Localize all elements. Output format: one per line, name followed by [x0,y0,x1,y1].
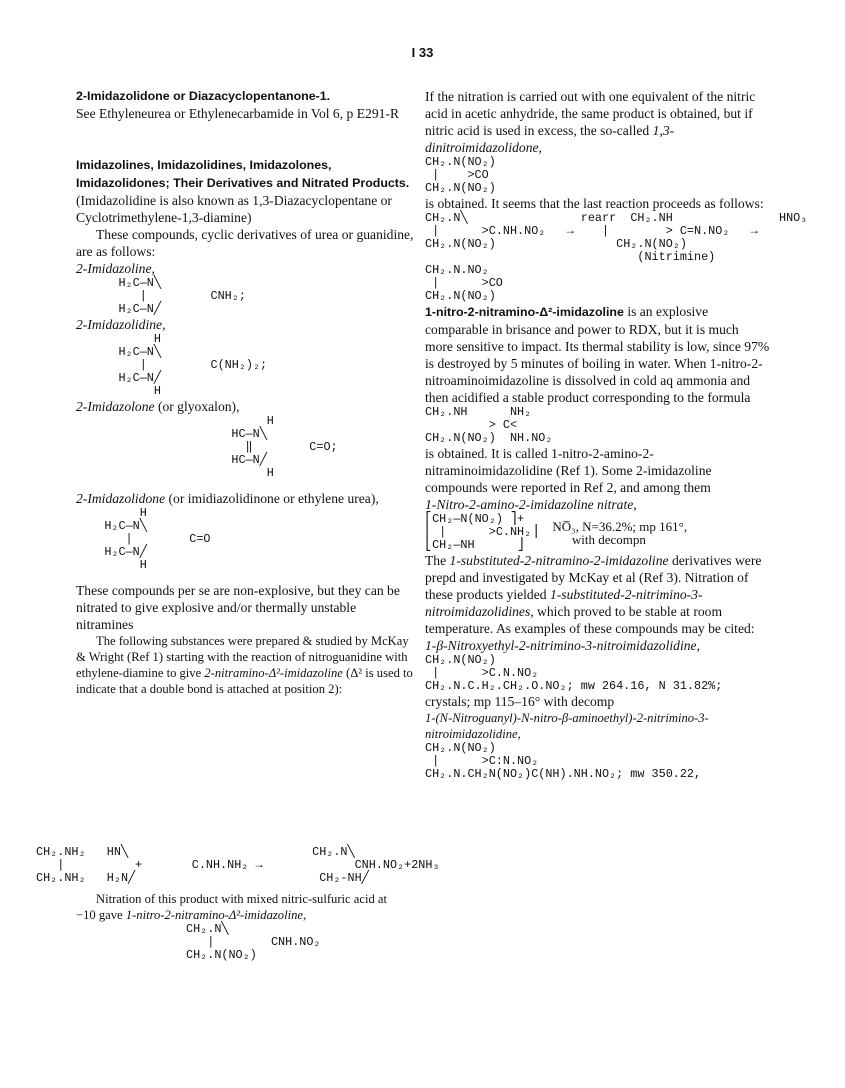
formula-nitroguanyl: CH₂.N(NO₂) | >C:N.NO₂ CH₂.N.CH₂N(NO₂)C(NH).NH.NO₂; mw 350.22, [425,741,702,781]
right-column [425,88,808,781]
nitro-nitramino-name: 1-nitro-2-nitramino-Δ²-imidazoline, [125,908,307,922]
formula-nitro-co: CH₂.N.NO₂ | >CO CH₂.N(NO₂) [425,263,503,303]
formula-imidazolidine: H H₂C—N╲ | C(NH₂)₂; H₂C—N╱ H [118,332,268,398]
nitration-equivalent-text: If the nitration is carried out with one equivalent of the nitric acid in acetic anhydride, the same product is obtained, but if nitric acid is used in excess, the so-called [425,89,756,138]
paragraph-called: is obtained. It is called 1-nitro-2-amino-2-nitraminoimidazolidine (Ref 1). Some 2-imidazoline compounds were reported in Ref 2, and among them [425,446,712,495]
formula-imidazoline: H₂C—N╲ | CNH₂; H₂C—N╱ [118,276,246,316]
label-imidazolone: 2-Imidazolone [76,399,155,414]
label-nitroguanyl: 1-(N-Nitroguanyl)-N-nitro-β-aminoethyl)-2-nitrimino-3-nitroimidazolidine, [425,711,709,741]
formula-rearrangement: CH₂.N╲ rearr CH₂.NH HNO₃ | >C.NH.NO₂ → | > C=N.NO₂ → CH₂.N(NO₂) CH₂.N(NO₂) (Nitrimine) [425,211,808,264]
page-number: I 33 [411,45,434,60]
substituted-text-b: derivatives were prepd and investigated by McKay et al (Ref 3). Nitration of these products yielded [425,553,762,602]
imidazolidone-reference: See Ethyleneurea or Ethylenecarbamide in Vol 6, p E291-R [76,106,400,121]
mckay-wright-text: The following substances were prepared & studied by McKay & Wright (Ref 1) starting with the reaction of nitroguanidine with ethylene-diamine to give [76,634,409,680]
imidazolidone-alias: (or imidiazolidinone or ethylene urea), [168,491,379,506]
nitrate-row [425,513,770,552]
formula-imidazolone: H HC—N╲ ‖ C=O; HC—N╱ H [231,414,338,480]
substituted-name-b: 1-substituted-2-nitrimino-3-nitroimidazolidines, [425,587,703,619]
paragraph-last-reaction: is obtained. It seems that the last reaction proceeds as follows: [425,196,764,211]
label-imidazolidine: 2-Imidazolidine, [76,317,166,332]
paragraph-nitration [76,891,406,923]
formula-nitroxyethyl: CH₂.N(NO₂) | >C.N.NO₂ CH₂.N.C.H₂.CH₂.O.NO₂; mw 264.16, N 31.82%; [425,653,723,693]
formula-stable-product: CH₂.NH NH₂ > C< CH₂.N(NO₂) NH.NO₂ [425,405,553,445]
paragraph-mckay-wright [76,633,416,697]
formula-nitro-nitramino: CH₂.N╲ | CNH.NO₂ CH₂.N(NO₂) [186,922,321,962]
paragraph-nonexplosive: These compounds per se are non-explosive, but they can be nitrated to give explosive and/or thermally unstable nitramines [76,583,400,632]
substituted-name-a: 1-substituted-2-nitramino-2-imidazoline [449,553,669,568]
label-nitrate: 1-Nitro-2-amino-2-imidazoline nitrate, [425,497,637,512]
nitration-text: Nitration of this product with mixed nitric-sulfuric acid at −10 gave [76,892,387,922]
imidazolines-section [76,156,416,226]
formula-nitrate: ⎡CH₂—N(NO₂) ⎤+ ⎢ | >C.NH₂⎥ ⎣CH₂—NH ⎦ [425,512,539,552]
imidazolone-line [76,398,416,415]
left-column [76,88,416,697]
nitroxyethyl-properties: crystals; mp 115–16° with decomp [425,694,615,709]
imidazolone-alias: (or glyoxalon), [157,399,240,414]
formula-dinitroimidazolidone: CH₂.N(NO₂) | >CO CH₂.N(NO₂) [425,155,496,195]
substituted-text-a: The [425,553,447,568]
delta-note: (Δ² is used to indicate that a double bond is attached at position 2): [76,666,413,696]
label-imidazolidone: 2-Imidazolidone [76,491,166,506]
formula-reaction: CH₂.NH₂ HN╲ CH₂.N╲ | + C.NH.NH₂ → CNH.NO₂+2NH₃ CH₂.NH₂ H₂N╱ CH₂-NH╱ [36,845,440,885]
explosive-properties-text: is an explosive comparable in brisance and power to RDX, but it is much more sensitive to impact. Its thermal stability is low, since 97% is destroyed by 5 minutes of boiling in water. When 1-nitro-2-nitroaminoimidazoline is dissolved in cold aq ammonia and then acidified a stable product corresponding to the formula [425,304,770,405]
substituted-text-c: which proved to be stable at room temperature. As examples of these compounds may be cited: [425,604,755,636]
nitramino-imidazoline-name: 2-nitramino-Δ²-imidazoline [204,666,343,680]
label-nitroxyethyl: 1-β-Nitroxyethyl-2-nitrimino-3-nitroimidazolidine, [425,638,700,653]
nitro-nitramino-bold: 1-nitro-2-nitramino-Δ²-imidazoline [425,305,624,319]
heading-imidazolidone: 2-Imidazolidone or Diazacyclopentanone-1. [76,89,331,103]
nitrate-properties: NO̅₃, N=36.2%; mp 161°, with decompn [552,518,688,547]
heading-imidazolines: Imidazolines, Imidazolidines, Imidazolones, Imidazolidones; Their Derivatives and Nitrated Products. [76,158,410,190]
imidazolidone-line [76,490,416,507]
paragraph-explosive [425,303,770,406]
reaction-block [36,845,440,962]
imidazolidine-alias: (Imidazolidine is also known as 1,3-Diazacyclopentane or Cyclotrimethylene-1,3-diamine) [76,193,392,225]
label-imidazoline: 2-Imidazoline, [76,261,155,276]
dinitroimidazolidone-name: 1,3-dinitroimidazolidone, [425,123,675,155]
paragraph-substituted [425,552,770,637]
paragraph-cyclic-derivatives: These compounds, cyclic derivatives of urea or guanidine, are as follows: [76,227,414,259]
paragraph-nitration-equivalent [425,88,770,156]
formula-imidazolidone: H H₂C—N╲ | C=O H₂C—N╱ H [104,506,211,572]
